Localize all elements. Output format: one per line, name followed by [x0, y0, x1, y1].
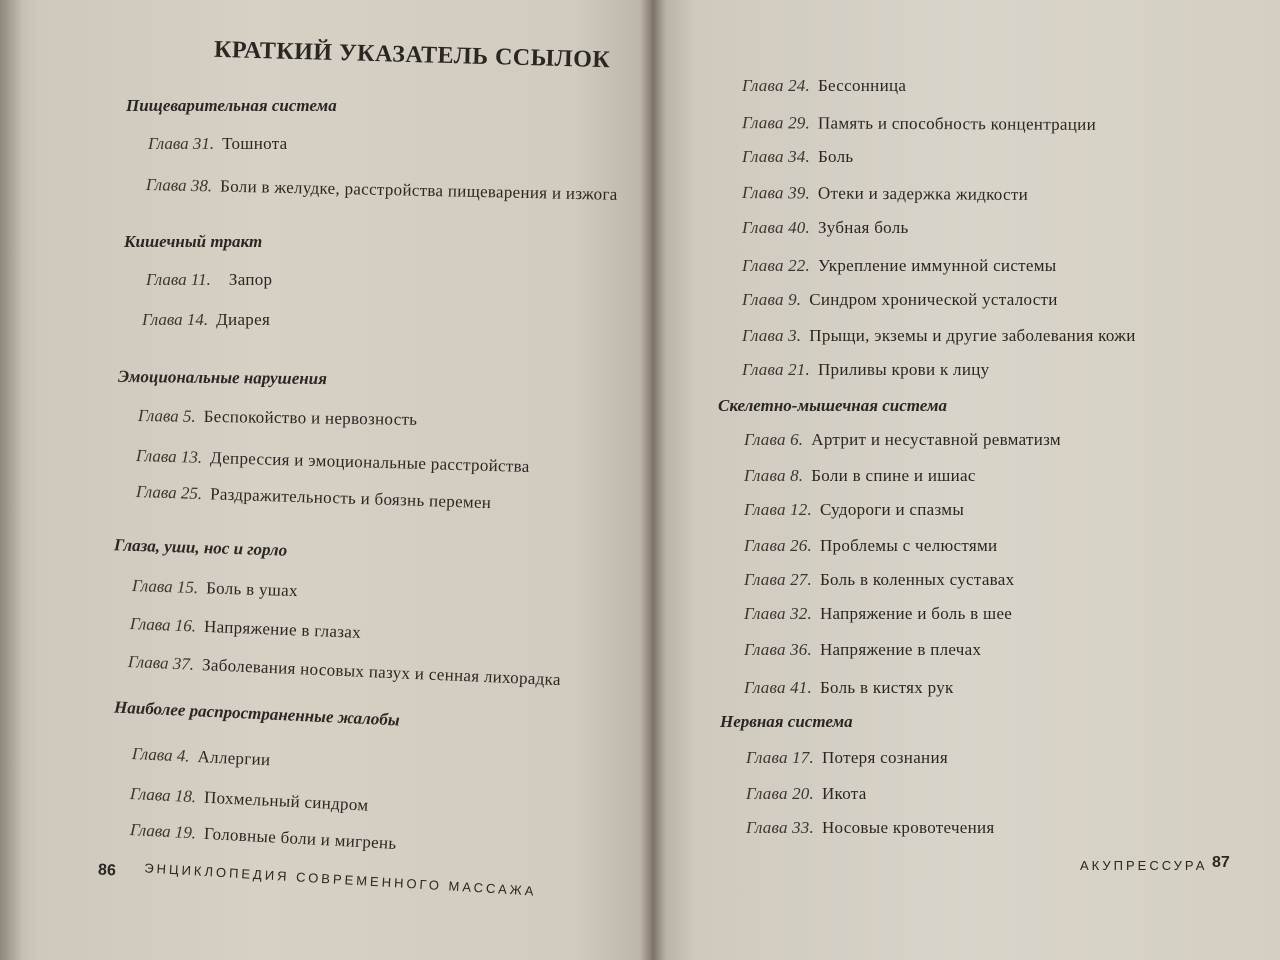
chapter-title: Напряжение в плечах — [819, 640, 982, 659]
chapter-number: Глава 14. — [142, 310, 209, 329]
book-gutter — [640, 0, 666, 960]
index-entry — [130, 614, 362, 643]
chapter-number: Глава 40. — [742, 218, 810, 237]
chapter-title: Тошнота — [222, 134, 288, 153]
chapter-number: Глава 12. — [744, 500, 812, 519]
index-entry — [132, 744, 271, 770]
chapter-number: Глава 34. — [742, 147, 810, 166]
index-entry — [742, 183, 1028, 205]
chapter-title: Судороги и спазмы — [819, 500, 965, 519]
chapter-title: Носовые кровотечения — [821, 818, 995, 837]
index-entry — [138, 406, 418, 430]
index-entry — [744, 604, 1012, 624]
section-heading: Кишечный тракт — [124, 232, 263, 251]
chapter-number: Глава 36. — [744, 640, 812, 659]
chapter-title: Диарея — [216, 310, 271, 329]
chapter-title: Запор — [228, 270, 273, 289]
index-entry — [742, 113, 1096, 135]
chapter-title: Приливы крови к лицу — [817, 360, 990, 379]
index-entry — [744, 500, 964, 520]
chapter-number: Глава 20. — [746, 784, 814, 803]
index-entry — [128, 652, 562, 690]
chapter-number: Глава 19. — [129, 820, 197, 843]
index-entry — [142, 310, 270, 330]
section-heading: Наиболее распространенные жалобы — [113, 697, 401, 730]
chapter-title: Потеря сознания — [821, 748, 948, 767]
running-title: ЭНЦИКЛОПЕДИЯ СОВРЕМЕННОГО МАССАЖА — [143, 860, 537, 899]
index-entry — [742, 147, 853, 167]
page-number: 86 — [97, 861, 117, 880]
chapter-title: Напряжение и боль в шее — [819, 604, 1013, 623]
chapter-number: Глава 5. — [137, 406, 196, 426]
section-heading: Эмоциональные нарушения — [117, 366, 328, 389]
chapter-number: Глава 13. — [135, 446, 203, 467]
chapter-number: Глава 37. — [127, 652, 195, 674]
chapter-title: Отеки и задержка жидкости — [817, 183, 1029, 204]
chapter-number: Глава 29. — [741, 113, 811, 133]
chapter-title: Память и способность концентрации — [817, 113, 1097, 134]
chapter-title: Заболевания носовых пазух и сенная лихорадка — [201, 655, 562, 690]
chapter-number: Глава 15. — [131, 576, 199, 598]
index-entry — [744, 570, 1014, 590]
chapter-title: Укрепление иммунной системы — [817, 256, 1057, 275]
chapter-number: Глава 32. — [744, 604, 812, 623]
chapter-number: Глава 31. — [148, 134, 215, 153]
chapter-title: Проблемы с челюстями — [819, 536, 998, 555]
chapter-title: Зубная боль — [817, 218, 909, 237]
chapter-title: Прыщи, экземы и другие заболевания кожи — [809, 326, 1136, 345]
chapter-number: Глава 9. — [742, 290, 802, 309]
chapter-title: Аллергии — [197, 746, 271, 770]
chapter-number: Глава 41. — [744, 678, 812, 697]
chapter-number: Глава 18. — [129, 784, 197, 807]
chapter-number: Глава 27. — [744, 570, 812, 589]
index-entry — [742, 218, 909, 238]
chapter-number: Глава 17. — [746, 748, 814, 767]
index-entry — [742, 290, 1058, 310]
chapter-title: Напряжение в глазах — [203, 616, 362, 642]
index-entry — [746, 748, 948, 768]
index-entry — [744, 536, 997, 556]
chapter-number: Глава 39. — [741, 183, 811, 203]
index-entry — [136, 446, 530, 477]
running-title: АКУПРЕССУРА — [1080, 858, 1208, 873]
chapter-title: Раздражительность и боязнь перемен — [209, 484, 492, 513]
chapter-number: Глава 8. — [744, 466, 804, 485]
chapter-title: Боль в коленных суставах — [819, 570, 1015, 589]
index-entry — [744, 640, 981, 660]
index-entry — [148, 134, 288, 154]
page-title: КРАТКИЙ УКАЗАТЕЛЬ ССЫЛОК — [213, 36, 611, 74]
index-entry — [744, 430, 1061, 450]
index-entry — [746, 818, 995, 838]
chapter-number: Глава 22. — [742, 256, 810, 275]
index-entry — [742, 360, 989, 380]
chapter-title: Бессонница — [817, 76, 907, 95]
page-edge — [0, 0, 22, 960]
index-entry — [146, 175, 618, 205]
chapter-title: Головные боли и мигрень — [203, 823, 397, 853]
index-entry — [742, 256, 1057, 276]
chapter-number: Глава 24. — [742, 76, 810, 95]
chapter-number: Глава 26. — [744, 536, 812, 555]
chapter-title: Артрит и несуставной ревматизм — [811, 430, 1061, 449]
index-entry — [744, 678, 954, 698]
chapter-title: Боль в ушах — [205, 578, 299, 601]
section-heading: Глаза, уши, нос и горло — [113, 535, 288, 560]
chapter-number: Глава 38. — [145, 175, 213, 196]
index-entry — [744, 466, 976, 486]
right-page — [652, 0, 1280, 960]
chapter-number: Глава 21. — [742, 360, 810, 379]
chapter-number: Глава 33. — [746, 818, 814, 837]
chapter-number: Глава 11. — [146, 270, 211, 289]
index-entry — [746, 784, 867, 804]
index-entry — [742, 326, 1136, 346]
section-heading: Пищеварительная система — [126, 96, 337, 115]
chapter-title: Боль в кистях рук — [819, 678, 954, 697]
index-entry — [132, 576, 298, 601]
chapter-title: Боль — [817, 147, 854, 166]
chapter-title: Боли в спине и ишиас — [811, 466, 976, 485]
chapter-number: Глава 16. — [129, 614, 197, 636]
chapter-title: Боли в желудке, расстройства пищеварения и изжога — [219, 176, 618, 204]
chapter-number: Глава 6. — [744, 430, 804, 449]
chapter-title: Синдром хронической усталости — [809, 290, 1058, 309]
page-number: 87 — [1212, 854, 1230, 871]
chapter-title: Депрессия и эмоциональные расстройства — [209, 448, 530, 476]
index-entry — [136, 482, 492, 513]
index-entry — [130, 784, 369, 816]
chapter-number: Глава 4. — [131, 744, 191, 766]
index-entry — [129, 820, 397, 854]
chapter-number: Глава 25. — [135, 482, 203, 504]
index-entry — [146, 270, 272, 290]
chapter-title: Беспокойство и нервозность — [203, 406, 418, 429]
chapter-title: Похмельный синдром — [203, 787, 369, 815]
chapter-number: Глава 3. — [742, 326, 802, 345]
section-heading: Скелетно-мышечная система — [718, 396, 948, 415]
section-heading: Нервная система — [720, 712, 853, 731]
index-entry — [742, 76, 906, 96]
chapter-title: Икота — [821, 784, 867, 803]
